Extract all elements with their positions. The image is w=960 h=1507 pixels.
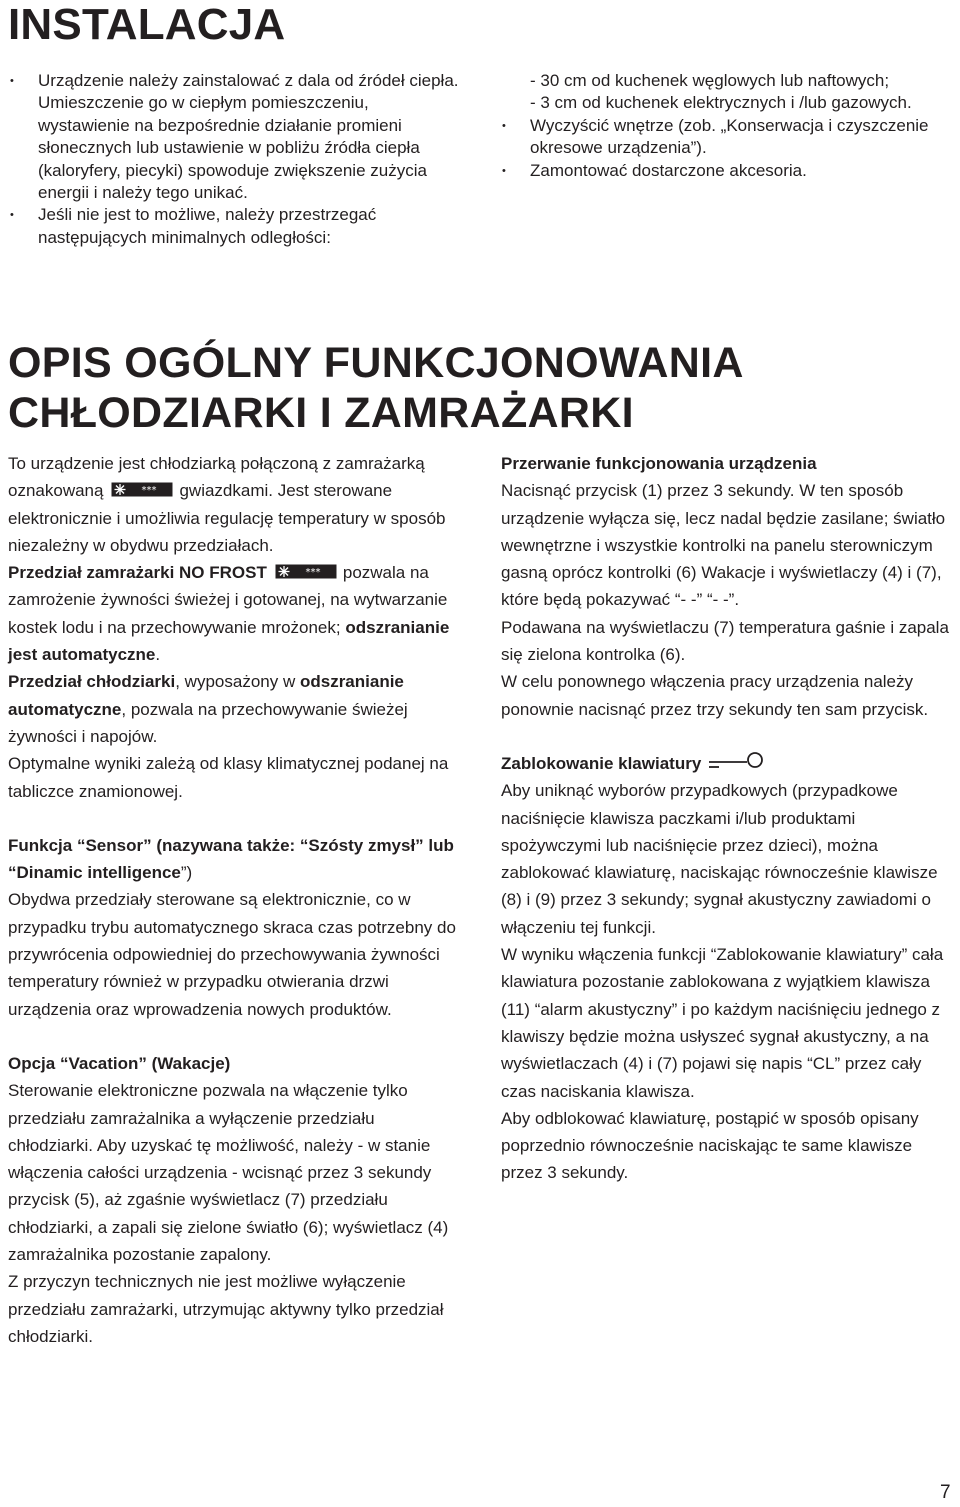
list-item: • Jeśli nie jest to możliwe, należy przestrzegać następujących minimalnych odległości: <box>8 204 464 249</box>
heading-keylock <box>501 750 957 777</box>
installation-right-column <box>500 70 956 182</box>
page-number: 7 <box>940 1482 951 1503</box>
heading-text: Zablokowanie klawiatury <box>501 753 702 773</box>
heading-text: Funkcja “Sensor” (nazywana także: “Szósty zmysł” lub “Dinamic intelligence <box>8 835 454 883</box>
paragraph-freezer <box>8 559 464 668</box>
paragraph-text: To urządzenie jest chłodziarką połączoną z zamrażarką oznakowaną <box>8 454 425 501</box>
list-item: • Urządzenie należy zainstalować z dala od źródeł ciepła. Umieszczenie go w ciepłym pomieszczeniu, wystawienie na bezpośrednie działanie promieni słonecznych lub ustawienie w pobliżu źródła ciepła (kaloryfery, piecyki) spowoduje zwiększenie zużycia energii i należy tego unikać. <box>8 70 464 204</box>
svg-text:***: *** <box>305 567 321 579</box>
distance-item: - 30 cm od kuchenek węglowych lub naftowych; <box>530 71 890 90</box>
freezer-star-icon <box>111 482 173 497</box>
right-column <box>501 450 957 1187</box>
term-fridge: Przedział chłodziarki <box>8 672 176 692</box>
section-title-line: CHŁODZIARKI I ZAMRAŻARKI <box>8 389 634 437</box>
paragraph-keylock: Aby uniknąć wyborów przypadkowych (przypadkowe naciśnięcie klawisza paczkami i/lub produktami spożywczymi lub naciśnięcie przez dzieci), można zablokować klawiaturę, naciskając równocześnie klawisze (8) i (9) przez 3 sekundy; sygnał akustyczny zawiadomi o włączeniu tej funkcji. <box>501 781 938 937</box>
paragraph-text: pozwala na zamrożenie żywności świeżej i gotowanej, na wytwarzanie kostek lodu i na przechowywanie mrożonek; <box>8 563 448 637</box>
heading-stop: Przerwanie funkcjonowania urządzenia <box>501 454 817 473</box>
heading-sensor <box>8 832 464 887</box>
list-item: • Wyczyścić wnętrze (zob. „Konserwacja i czyszczenie okresowe urządzenia”). <box>500 115 956 160</box>
paragraph-keylock-effect: W wyniku włączenia funkcji “Zablokowanie klawiatury” cała klawiatura pozostanie zablokowana z wyjątkiem klawisza (11) “alarm akustyczny” i po każdym naciśnięciu jednego z klawiszy będzie można usłyszeć sygnał akustyczny, a na wyświetlaczach (4) i (7) pojawi się napis “CL” przez cały czas naciskania klawisza. <box>501 945 944 1101</box>
paragraph-vacation: Sterowanie elektroniczne pozwala na włączenie tylko przedziału zamrażalnika a wyłączenie przedziału chłodziarki. Aby uzyskać tę możliwość, należy - w stanie włączenia całości urządzenia - wcisnąć przez 3 sekundy przycisk (5), aż zgaśnie wyświetlacz (7) przedziału chłodziarki, a zapali się zielone światło (6); wyświetlacz (4) zamrażalnika pozostanie zapalony. <box>8 1081 449 1265</box>
list-item: • Zamontować dostarczone akcesoria. <box>500 160 956 182</box>
installation-left-column <box>8 70 464 249</box>
paragraph-restart: W celu ponownego włączenia pracy urządzenia należy ponownie nacisnąć przez trzy sekundy ten sam przycisk. <box>501 672 929 719</box>
paragraph-climate: Optymalne wyniki zależą od klasy klimatycznej podanej na tabliczce znamionowej. <box>8 754 449 801</box>
paragraph-intro <box>8 450 464 559</box>
freezer-star-icon <box>275 564 337 579</box>
paragraph-stop-display: Podawana na wyświetlaczu (7) temperatura gaśnie i zapala się zielona kontrolka (6). <box>501 617 949 665</box>
paragraph-text: , pozwala na przechowywanie świeżej żywności i napojów. <box>8 699 408 746</box>
heading-text: ”) <box>180 863 193 883</box>
left-column <box>8 450 464 1350</box>
paragraph-vacation-note: Z przyczyn technicznych nie jest możliwe wyłączenie przedziału zamrażarki, utrzymując aktywny tylko przedział chłodziarki. <box>8 1272 444 1346</box>
paragraph-text: , wyposażony w <box>175 672 296 692</box>
paragraph-stop: Nacisnąć przycisk (1) przez 3 sekundy. W ten sposób urządzenie wyłącza się, lecz nadal będzie zasilane; światło wewnętrzne i wszystkie kontrolki na panelu sterowniczym gasną oprócz kontrolki (6) Wakacje i wyświetlaczy (4) i (7), które będą pokazywać “- -” “- -”. <box>501 481 946 610</box>
paragraph-text: . <box>155 645 161 665</box>
paragraph-fridge <box>8 668 464 750</box>
term-auto-defrost: odszranianie jest automatyczne <box>8 617 450 665</box>
term-freezer: Przedział zamrażarki NO FROST <box>8 563 267 583</box>
heading-vacation: Opcja “Vacation” (Wakacje) <box>8 1053 231 1073</box>
paragraph-sensor: Obydwa przedziały sterowane są elektronicznie, co w przypadku trybu automatycznego skraca czas potrzebny do przywrócenia odpowiedniej do przechowywania żywności temperatury również w przypadku otwierania drzwi urządzenia oraz wprowadzenia nowych produktów. <box>8 890 456 1019</box>
key-lock-icon <box>707 751 767 769</box>
section-title-installation: INSTALACJA <box>8 0 286 49</box>
paragraph-unlock: Aby odblokować klawiaturę, postąpić w sposób opisany poprzednio równocześnie naciskając te same klawisze przez 3 sekundy. <box>501 1108 919 1183</box>
section-title-line: OPIS OGÓLNY FUNKCJONOWANIA <box>8 339 744 387</box>
distance-item: - 3 cm od kuchenek elektrycznych i /lub gazowych. <box>530 93 912 113</box>
svg-text:***: *** <box>141 485 157 497</box>
section-title-general-description <box>8 338 958 438</box>
paragraph-text: gwiazdkami. Jest sterowane elektronicznie i umożliwia regulację temperatury w sposób niezależny w obydwu przedziałach. <box>8 481 446 555</box>
term-auto-defrost: odszranianie automatyczne <box>8 672 404 719</box>
